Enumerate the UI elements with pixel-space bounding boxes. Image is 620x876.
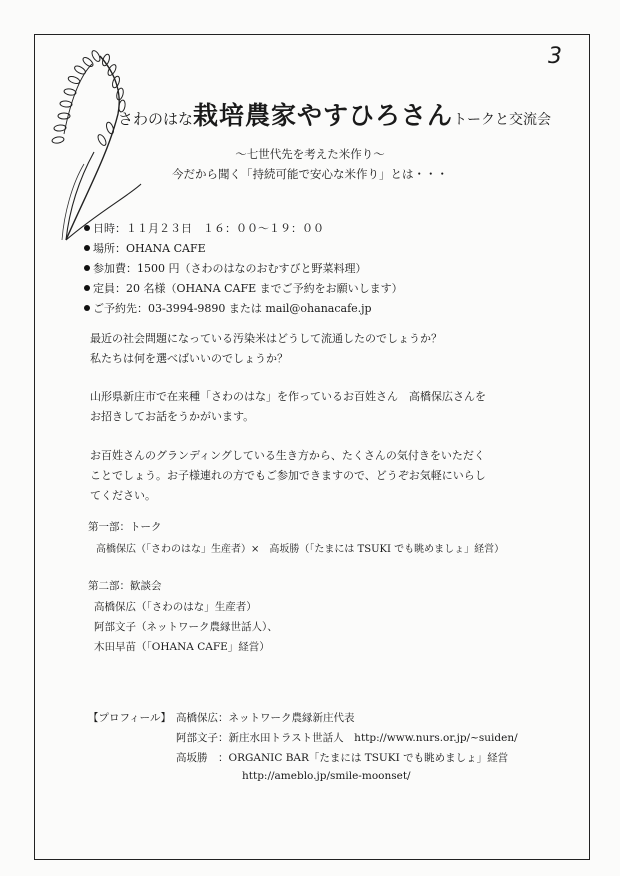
page-number: 3 [548,44,562,69]
paragraph-2: 山形県新庄市で在来種「さわのはな」を作っているお百姓さん 高橋保広さんを お招きしてお話をうかがいます。 [90,390,486,423]
subtitle-2: 今だから聞く「持続可能で安心な米作り」とは・・・ [172,167,448,181]
paragraph-1: 最近の社会問題になっている汚染米はどうして流通したのでしょうか？ 私たちは何を選べばいいのでしょうか？ [90,332,442,365]
part2-heading: 第二部：歓談会 [88,580,162,592]
bullet-icon [84,225,90,231]
part2-line-2: 阿部文子（ネットワーク農縁世話人）、 [94,621,278,633]
bullet-icon [84,285,90,291]
title-main: 栽培農家やすひろさん [193,101,454,130]
bullet-icon [84,245,90,251]
title-suffix: トークと交流会 [453,112,552,128]
detail-reservation: ご予約先：03-3994-9890 または mail@ohanacafe.jp [84,300,372,316]
profile-line-2: 阿部文子：新庄水田トラスト世話人 http://www.nurs.or.jp/~suiden/ [176,732,518,744]
bullet-icon [84,305,90,311]
detail-fee: 参加費：1500 円（さわのはなのおむすびと野菜料理） [84,260,367,276]
detail-place: 場所：OHANA CAFE [84,240,206,256]
part2-line-1: 高橋保広（「さわのはな」生産者） [94,601,257,613]
part2-line-3: 木田早苗（「OHANA CAFE」経営） [94,641,270,653]
part1-heading: 第一部：トーク [88,521,162,533]
profile-line-3: 高坂勝 ：ORGANIC BAR「たまには TSUKI でも眺めましょ」経営 [176,752,509,764]
profile-line-1: 高橋保広：ネットワーク農縁新庄代表 [176,712,355,724]
rice-plant-illustration [36,44,146,244]
detail-date: 日時：１１月２３日 １６：００～１９：００ [84,220,324,236]
subtitle-1: ～七世代先を考えた米作り～ [235,147,385,161]
detail-capacity: 定員：20 名様（OHANA CAFE までご予約をお願いします） [84,280,403,296]
title-prefix: さわのはな [118,110,194,128]
bullet-icon [84,265,90,271]
part1-line: 高橋保広（「さわのはな」生産者）× 高坂勝（「たまには TSUKI でも眺めましょ」経営） [96,544,505,555]
event-title [118,96,551,132]
paragraph-3: お百姓さんのグランディングしている生き方から、たくさんの気付きをいただく ことでしょう。お子様連れの方でもご参加できますので、どうぞお気軽にいらし てください。 [90,449,486,502]
profile-line-4: http://ameblo.jp/smile-moonset/ [242,770,411,782]
profile-label: 【プロフィール】 [88,712,171,724]
